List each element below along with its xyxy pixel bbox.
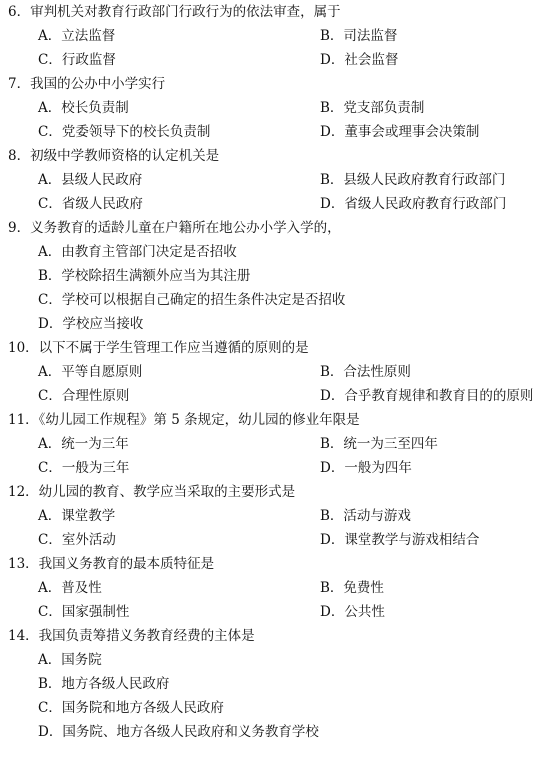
option-d: D．合乎教育规律和教育目的的原则	[320, 388, 534, 404]
option-row	[0, 504, 542, 528]
option-row	[0, 576, 542, 600]
option-d: D．社会监督	[320, 52, 399, 68]
option-row	[0, 120, 542, 144]
question-6	[0, 0, 542, 72]
option-a: A．由教育主管部门决定是否招收	[38, 244, 237, 260]
option-b: B．免费性	[320, 580, 384, 596]
option-d: D．课堂教学与游戏相结合	[320, 532, 480, 548]
option-a: A．平等自愿原则	[38, 364, 143, 380]
option-c: C．室外活动	[38, 532, 116, 548]
option-d: D．国务院、地方各级人民政府和义务教育学校	[38, 724, 319, 740]
question-stem: 14．我国负责筹措义务教育经费的主体是	[8, 628, 255, 644]
option-a: A．立法监督	[38, 28, 116, 44]
option-a: A．统一为三年	[38, 436, 129, 452]
option-row	[0, 192, 542, 216]
option-b: B．县级人民政府教育行政部门	[320, 172, 506, 188]
option-d: D．学校应当接收	[38, 316, 144, 332]
question-stem: 9．义务教育的适龄儿童在户籍所在地公办小学入学的，	[8, 220, 341, 236]
option-row	[0, 48, 542, 72]
option-row	[0, 24, 542, 48]
option-b: B．党支部负责制	[320, 100, 425, 116]
question-stem: 11．《幼儿园工作规程》第 5 条规定，幼儿园的修业年限是	[8, 412, 360, 428]
question-stem: 13．我国义务教育的最本质特征是	[8, 556, 215, 572]
question-7	[0, 72, 542, 144]
question-stem: 8．初级中学教师资格的认定机关是	[8, 148, 220, 164]
option-c: C．一般为三年	[38, 460, 130, 476]
option-d: D．公共性	[320, 604, 385, 620]
option-b: B．统一为三至四年	[320, 436, 438, 452]
question-8	[0, 144, 542, 216]
option-row	[0, 96, 542, 120]
option-d: D．省级人民政府教育行政部门	[320, 196, 507, 212]
question-13	[0, 552, 542, 624]
option-b: B．活动与游戏	[320, 508, 411, 524]
option-a: A．校长负责制	[38, 100, 129, 116]
option-c: C．国家强制性	[38, 604, 130, 620]
option-a: A．国务院	[38, 652, 102, 668]
option-c: C．党委领导下的校长负责制	[38, 124, 211, 140]
question-12	[0, 480, 542, 552]
question-11	[0, 408, 542, 480]
option-row	[0, 168, 542, 192]
option-row	[0, 360, 542, 384]
option-c: C．国务院和地方各级人民政府	[38, 700, 224, 716]
option-a: A．课堂教学	[38, 508, 116, 524]
question-10	[0, 336, 542, 408]
option-b: B．合法性原则	[320, 364, 411, 380]
option-c: C．学校可以根据自己确定的招生条件决定是否招收	[38, 292, 346, 308]
question-14	[0, 624, 542, 744]
option-c: C．行政监督	[38, 52, 116, 68]
option-d: D．董事会或理事会决策制	[320, 124, 480, 140]
option-row	[0, 384, 542, 408]
option-a: A．普及性	[38, 580, 102, 596]
question-stem: 10．以下不属于学生管理工作应当遵循的原则的是	[8, 340, 309, 356]
option-row	[0, 600, 542, 624]
option-row	[0, 432, 542, 456]
question-stem: 6．审判机关对教育行政部门行政行为的依法审查，属于	[8, 4, 341, 20]
question-stem: 12．幼儿园的教育、教学应当采取的主要形式是	[8, 484, 296, 500]
option-row	[0, 456, 542, 480]
option-b: B．地方各级人民政府	[38, 676, 170, 692]
option-b: B．司法监督	[320, 28, 398, 44]
question-9	[0, 216, 542, 336]
option-c: C．省级人民政府	[38, 196, 143, 212]
option-b: B．学校除招生满额外应当为其注册	[38, 268, 251, 284]
option-a: A．县级人民政府	[38, 172, 143, 188]
option-d: D．一般为四年	[320, 460, 412, 476]
question-stem: 7．我国的公办中小学实行	[8, 76, 166, 92]
option-c: C．合理性原则	[38, 388, 130, 404]
option-row	[0, 528, 542, 552]
